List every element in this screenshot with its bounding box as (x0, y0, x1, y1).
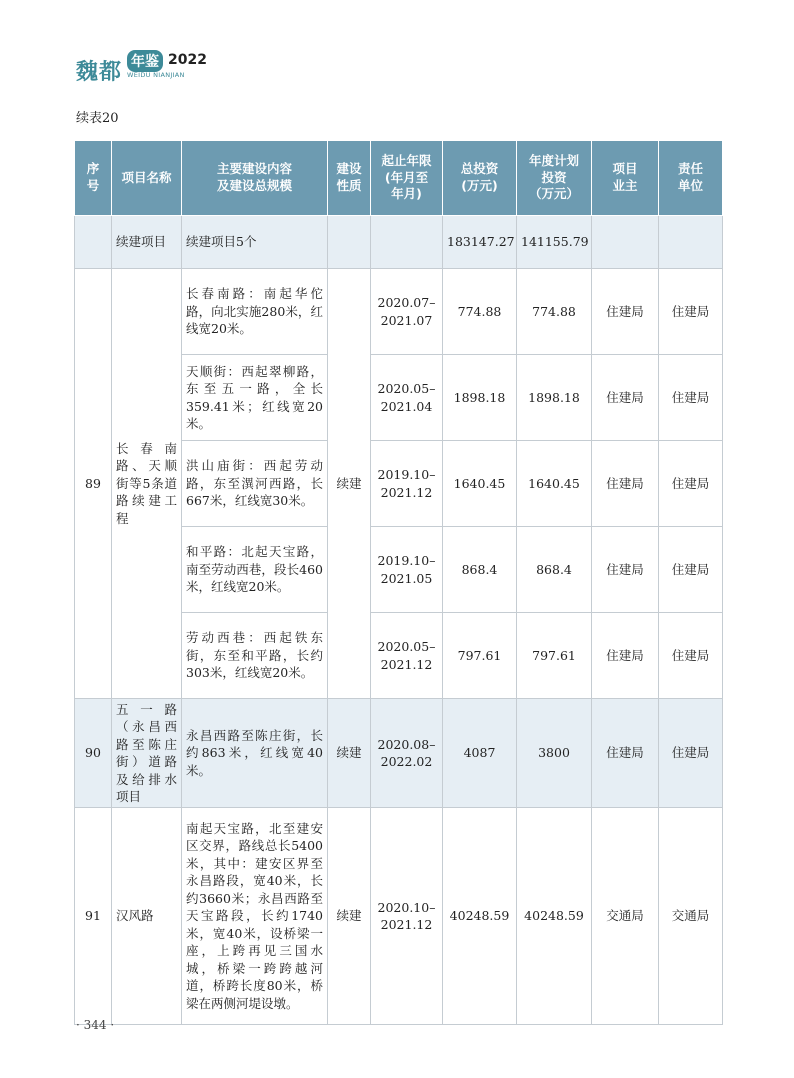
cell-no: 90 (75, 699, 112, 808)
cell-content: 永昌西路至陈庄街，长约863米，红线宽40米。 (182, 699, 328, 808)
cell-total: 797.61 (443, 613, 517, 699)
cell-period (371, 216, 443, 269)
cell-total: 1898.18 (443, 355, 517, 441)
header-name: 项目名称 (112, 141, 182, 216)
project-table (74, 140, 723, 1025)
cell-name: 续建项目 (112, 216, 182, 269)
cell-owner: 住建局 (592, 355, 659, 441)
cell-content: 劳动西巷：西起铁东街，东至和平路，长约303米，红线宽20米。 (182, 613, 328, 699)
cell-content: 洪山庙街：西起劳动路，东至潩河西路，长667米，红线宽30米。 (182, 441, 328, 527)
cell-period: 2020.07–2021.07 (371, 269, 443, 355)
cell-unit: 交通局 (659, 808, 723, 1025)
logo-title: 魏都 (76, 59, 123, 85)
cell-annual: 868.4 (517, 527, 592, 613)
logo-badge: 年鉴 (127, 50, 163, 72)
cell-name: 汉风路 (112, 808, 182, 1025)
cell-annual: 40248.59 (517, 808, 592, 1025)
cell-total: 40248.59 (443, 808, 517, 1025)
cell-annual: 1640.45 (517, 441, 592, 527)
header-content: 主要建设内容 及建设总规模 (182, 141, 328, 216)
cell-unit (659, 216, 723, 269)
header-annual: 年度计划 投资 （万元） (517, 141, 592, 216)
cell-total: 868.4 (443, 527, 517, 613)
cell-total: 774.88 (443, 269, 517, 355)
table-row (75, 269, 723, 355)
cell-owner: 住建局 (592, 269, 659, 355)
cell-unit: 住建局 (659, 613, 723, 699)
cell-annual: 3800 (517, 699, 592, 808)
header-period: 起止年限 (年月至 年月) (371, 141, 443, 216)
cell-name: 五一路（永昌西路至陈庄街）道路及给排水项目 (112, 699, 182, 808)
cell-period: 2020.05–2021.04 (371, 355, 443, 441)
header-no: 序 号 (75, 141, 112, 216)
cell-unit: 住建局 (659, 441, 723, 527)
cell-content: 和平路：北起天宝路，南至劳动西巷，段长460米，红线宽20米。 (182, 527, 328, 613)
cell-period: 2020.08–2022.02 (371, 699, 443, 808)
cell-unit: 住建局 (659, 527, 723, 613)
cell-content: 天顺街：西起翠柳路，东至五一路，全长359.41米；红线宽20米。 (182, 355, 328, 441)
logo-subtitle: WEIDU NIANJIAN (127, 71, 185, 79)
cell-content: 南起天宝路，北至建安区交界，路线总长5400米，其中：建安区界至永昌路段，宽40米，长约3660米；永昌西路至天宝路段，长约1740米，宽40米，设桥梁一座，上跨再见三国水城，桥梁一跨跨越河道，桥跨长度80米，桥梁在两侧河堤设墩。 (182, 808, 328, 1025)
cell-period: 2020.10–2021.12 (371, 808, 443, 1025)
header-nature: 建设 性质 (328, 141, 371, 216)
header-unit: 责任 单位 (659, 141, 723, 216)
cell-nature: 续建 (328, 699, 371, 808)
header-owner: 项目 业主 (592, 141, 659, 216)
cell-period: 2019.10–2021.12 (371, 441, 443, 527)
cell-period: 2020.05–2021.12 (371, 613, 443, 699)
table-row (75, 699, 723, 808)
cell-total: 183147.27 (443, 216, 517, 269)
cell-nature: 续建 (328, 269, 371, 699)
header-total: 总投资 (万元) (443, 141, 517, 216)
cell-no: 91 (75, 808, 112, 1025)
cell-unit: 住建局 (659, 355, 723, 441)
cell-no: 89 (75, 269, 112, 699)
summary-row (75, 216, 723, 269)
table-continuation-label: 续表20 (76, 111, 119, 126)
cell-annual: 141155.79 (517, 216, 592, 269)
cell-owner: 住建局 (592, 441, 659, 527)
logo-year: 2022 (168, 52, 207, 68)
cell-unit: 住建局 (659, 269, 723, 355)
cell-content: 长春南路：南起华佗路，向北实施280米，红线宽20米。 (182, 269, 328, 355)
cell-total: 1640.45 (443, 441, 517, 527)
cell-annual: 797.61 (517, 613, 592, 699)
cell-period: 2019.10–2021.05 (371, 527, 443, 613)
cell-annual: 774.88 (517, 269, 592, 355)
cell-name: 长春南路、天顺街等5条道路续建工程 (112, 269, 182, 699)
cell-nature: 续建 (328, 808, 371, 1025)
cell-content: 续建项目5个 (182, 216, 328, 269)
table-row (75, 808, 723, 1025)
cell-owner: 住建局 (592, 699, 659, 808)
page-number: · 344 · (76, 1018, 115, 1032)
cell-owner: 住建局 (592, 527, 659, 613)
cell-annual: 1898.18 (517, 355, 592, 441)
cell-owner: 住建局 (592, 613, 659, 699)
cell-owner: 交通局 (592, 808, 659, 1025)
cell-no (75, 216, 112, 269)
cell-unit: 住建局 (659, 699, 723, 808)
cell-total: 4087 (443, 699, 517, 808)
cell-nature (328, 216, 371, 269)
cell-owner (592, 216, 659, 269)
table-header-row (75, 141, 723, 216)
